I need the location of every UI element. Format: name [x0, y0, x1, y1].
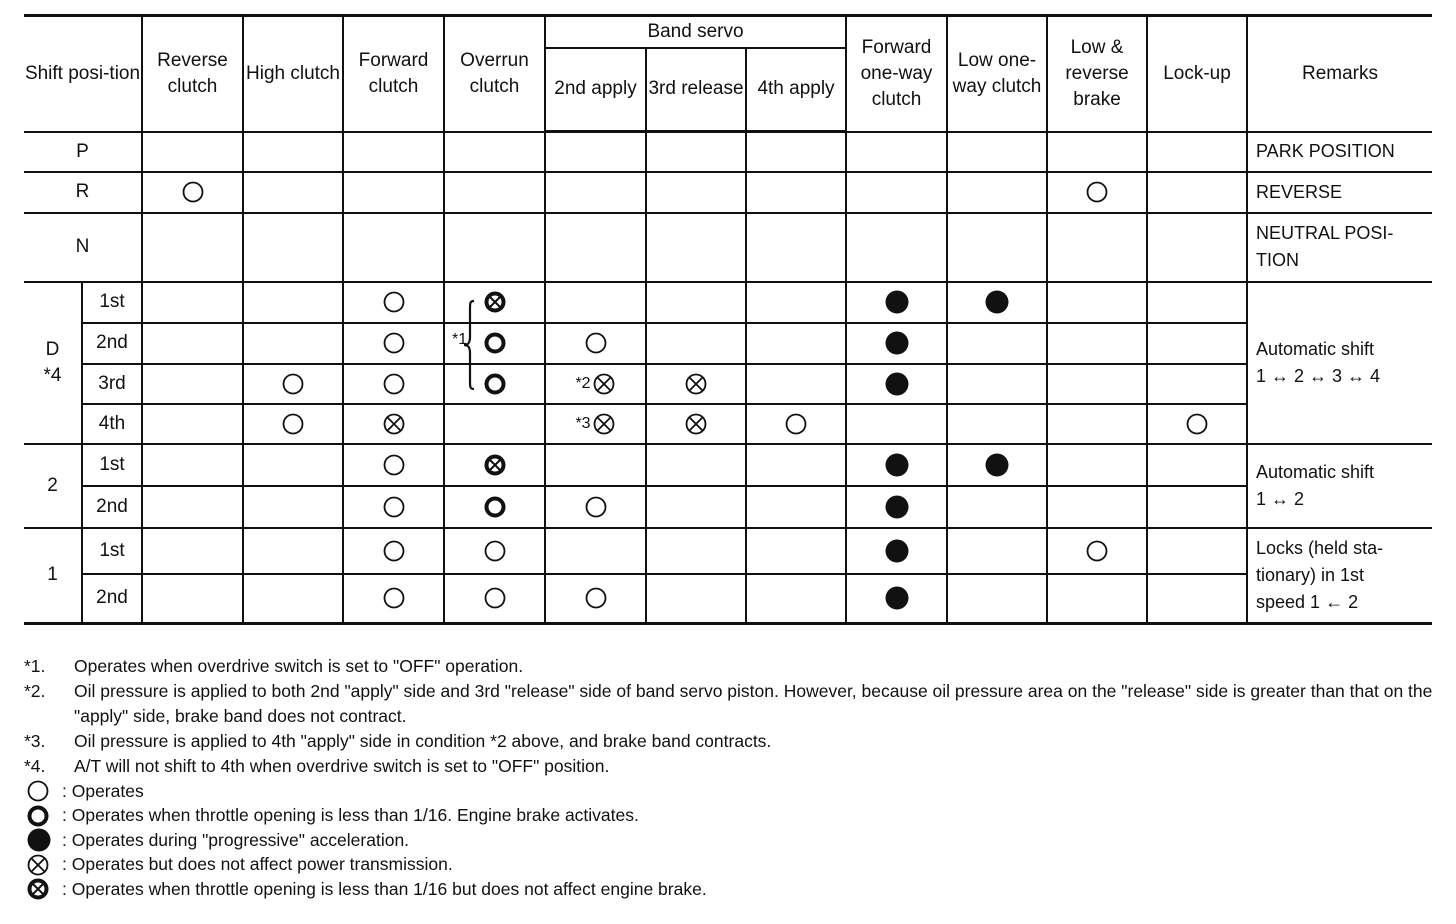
- legend-filled-circle: [24, 828, 1434, 853]
- crossed-circle-icon: [592, 372, 616, 396]
- header-forward-one-way-clutch: Forward one-way clutch: [846, 16, 947, 132]
- footnote-2: [24, 679, 1434, 729]
- legend-text: : Operates when throttle opening is less than 1/16 but does not affect engine brake.: [62, 878, 707, 899]
- header-forward-clutch: Forward clutch: [343, 16, 444, 132]
- row-neutral: [24, 213, 1432, 282]
- remark-1-line1: Locks (held sta-: [1256, 537, 1384, 558]
- remark-d-label: Automatic shift: [1256, 338, 1375, 359]
- footnote-number: *2.: [24, 681, 46, 701]
- header-band-2nd-apply: 2nd apply: [545, 48, 646, 132]
- bold-circle-icon: [483, 331, 507, 355]
- open-circle-icon: [382, 453, 406, 477]
- open-circle-icon: [784, 412, 808, 436]
- position-d-label: D: [45, 338, 60, 360]
- open-circle-icon: [382, 539, 406, 563]
- row-d-3rd: [24, 364, 1432, 404]
- filled-circle-icon: [884, 538, 910, 564]
- remark-park: PARK POSITION: [1247, 132, 1432, 172]
- open-circle-icon: [1085, 180, 1109, 204]
- gear-label: 2nd: [82, 486, 142, 528]
- filled-circle-icon: [884, 371, 910, 397]
- legend-text: : Operates but does not affect power transmission.: [62, 854, 453, 875]
- remark-1: [1247, 528, 1432, 624]
- open-circle-icon: [181, 180, 205, 204]
- row-d-4th: [24, 404, 1432, 444]
- open-circle-icon: [584, 495, 608, 519]
- open-circle-icon: [382, 331, 406, 355]
- header-shift-position: Shift posi-tion: [24, 16, 142, 132]
- filled-circle-icon: [26, 827, 52, 853]
- gear-label: 4th: [82, 404, 142, 444]
- legend-bold-circle: [24, 804, 1434, 829]
- filled-circle-icon: [884, 330, 910, 356]
- row-d-1st: [24, 282, 1432, 323]
- header-reverse-clutch: Reverse clutch: [142, 16, 243, 132]
- open-circle-icon: [1185, 412, 1209, 436]
- header-band-4th-apply: 4th apply: [746, 48, 846, 132]
- remark-neutral: NEUTRAL POSI-TION: [1247, 213, 1432, 282]
- crossed-circle-icon: [684, 412, 708, 436]
- remark-d: [1247, 282, 1432, 444]
- footnote-number: *3.: [24, 731, 46, 751]
- header-high-clutch: High clutch: [243, 16, 343, 132]
- filled-circle-icon: [884, 494, 910, 520]
- footnote-1: [24, 654, 1434, 679]
- bold-crossed-circle-icon: [483, 453, 507, 477]
- remark-2-label: Automatic shift: [1256, 461, 1375, 482]
- position-1: 1: [24, 528, 82, 624]
- legend-open-circle: [24, 779, 1434, 804]
- open-circle-icon: [483, 539, 507, 563]
- header-band-servo: Band servo: [545, 16, 846, 48]
- row-park: [24, 132, 1432, 172]
- bold-circle-icon: [483, 372, 507, 396]
- gear-label: 2nd: [82, 574, 142, 624]
- remark-1-line2: tionary) in 1st: [1256, 564, 1365, 585]
- open-circle-icon: [483, 586, 507, 610]
- row-d-2nd: [24, 323, 1432, 364]
- footnote-ref-2: *2: [575, 374, 591, 392]
- remark-reverse: REVERSE: [1247, 172, 1432, 213]
- open-circle-icon: [382, 495, 406, 519]
- header-low-reverse-brake: Low & reverse brake: [1047, 16, 1147, 132]
- legend-crossed-circle: [24, 853, 1434, 878]
- crossed-circle-icon: [592, 412, 616, 436]
- crossed-circle-icon: [26, 853, 50, 877]
- open-circle-icon: [281, 372, 305, 396]
- legend-text: : Operates during "progressive" acceleration.: [62, 829, 410, 850]
- position-p: P: [24, 132, 142, 172]
- legend-text: : Operates when throttle opening is less than 1/16. Engine brake activates.: [62, 805, 639, 826]
- position-d-note: *4: [43, 364, 62, 386]
- open-circle-icon: [382, 586, 406, 610]
- footnote-ref-1: *1: [452, 331, 468, 348]
- header-band-3rd-release: 3rd release: [646, 48, 746, 132]
- legend-bold-crossed-circle: [24, 877, 1434, 902]
- crossed-circle-icon: [382, 412, 406, 436]
- header-remarks: Remarks: [1247, 16, 1432, 132]
- bold-crossed-circle-icon: [26, 877, 50, 901]
- open-circle-icon: [281, 412, 305, 436]
- remark-d-seq: 1 ↔ 2 ↔ 3 ↔ 4: [1256, 365, 1381, 386]
- position-2: 2: [24, 444, 82, 528]
- footnote-number: *4.: [24, 756, 46, 776]
- filled-circle-icon: [884, 585, 910, 611]
- footnote-ref-3: *3: [575, 414, 591, 432]
- gear-label: 1st: [82, 444, 142, 486]
- filled-circle-icon: [984, 452, 1010, 478]
- footnotes: [24, 654, 1434, 902]
- row-2-2nd: [24, 486, 1432, 528]
- footnote-text: Oil pressure is applied to 4th "apply" side in condition *2 above, and brake band contracts.: [74, 731, 772, 751]
- row-2-1st: [24, 444, 1432, 486]
- open-circle-icon: [382, 290, 406, 314]
- header-overrun-clutch: Overrun clutch: [444, 16, 545, 132]
- header-lock-up: Lock-up: [1147, 16, 1247, 132]
- shift-position-table: [24, 14, 1432, 625]
- row-1-2nd: [24, 574, 1432, 624]
- filled-circle-icon: [884, 289, 910, 315]
- gear-label: 1st: [82, 528, 142, 574]
- gear-label: 3rd: [82, 364, 142, 404]
- bold-circle-icon: [26, 804, 50, 828]
- bold-crossed-circle-icon: [483, 290, 507, 314]
- footnote-text: Operates when overdrive switch is set to "OFF" operation.: [74, 656, 524, 676]
- gear-label: 2nd: [82, 323, 142, 364]
- open-circle-icon: [26, 779, 50, 803]
- open-circle-icon: [382, 372, 406, 396]
- remark-2: [1247, 444, 1432, 528]
- gear-label: 1st: [82, 282, 142, 323]
- remark-2-seq: 1 ↔ 2: [1256, 488, 1305, 509]
- footnote-text: A/T will not shift to 4th when overdrive switch is set to "OFF" position.: [74, 756, 610, 776]
- header-low-one-way-clutch: Low one-way clutch: [947, 16, 1047, 132]
- crossed-circle-icon: [684, 372, 708, 396]
- position-d: [24, 282, 82, 444]
- open-circle-icon: [584, 586, 608, 610]
- filled-circle-icon: [884, 452, 910, 478]
- open-circle-icon: [584, 331, 608, 355]
- footnote-4: [24, 754, 1434, 779]
- bold-circle-icon: [483, 495, 507, 519]
- legend-text: : Operates: [62, 780, 144, 801]
- footnote-text: Oil pressure is applied to both 2nd "apply" side and 3rd "release" side of band servo piston. However, because oil pressure area on the "release" side is greater than that on the "apply" side, brake band does not contract.: [74, 681, 1433, 726]
- remark-1-line3: speed 1 ← 2: [1256, 591, 1359, 612]
- row-reverse: [24, 172, 1432, 213]
- footnote-number: *1.: [24, 656, 46, 676]
- row-1-1st: [24, 528, 1432, 574]
- position-n: N: [24, 213, 142, 282]
- filled-circle-icon: [984, 289, 1010, 315]
- position-r: R: [24, 172, 142, 213]
- footnote-3: [24, 729, 1434, 754]
- open-circle-icon: [1085, 539, 1109, 563]
